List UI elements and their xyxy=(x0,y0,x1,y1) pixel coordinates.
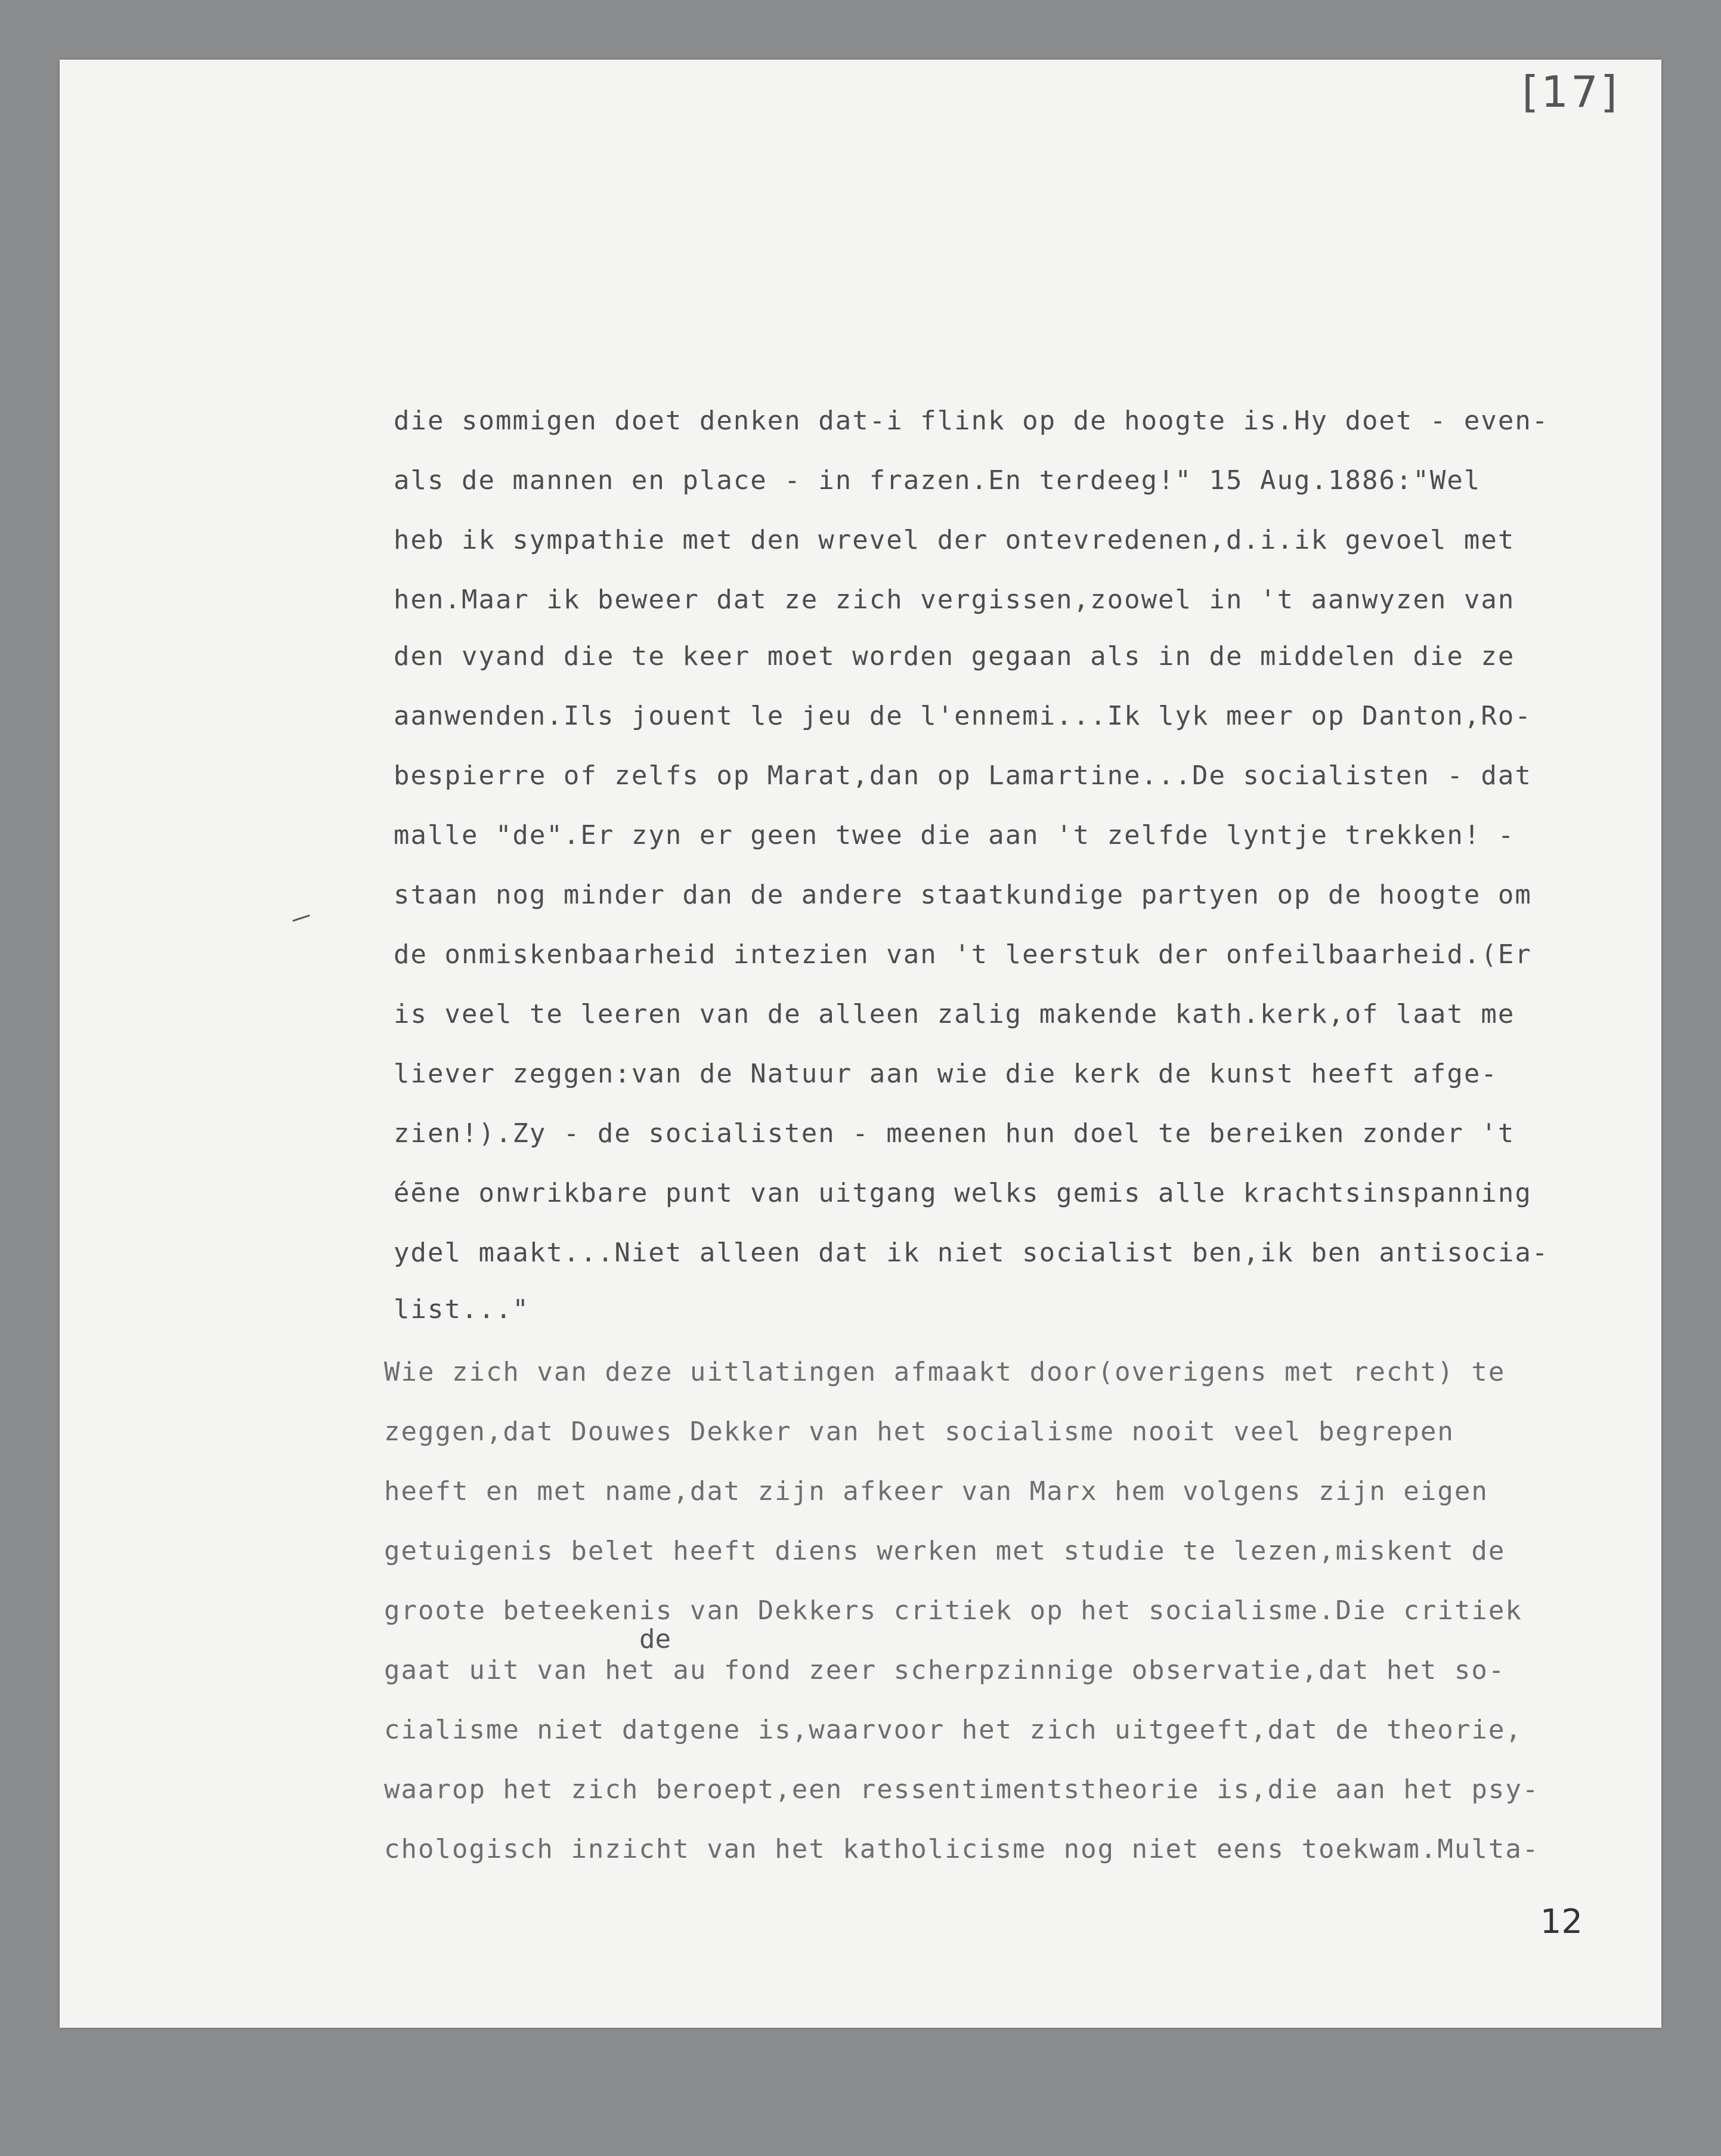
text-line: gaat uit van het au fond zeer scherpzinnige observatie,dat het so- xyxy=(384,1655,1506,1685)
text-line: heb ik sympathie met den wrevel der ontevredenen,d.i.ik gevoel met xyxy=(394,525,1515,555)
text-line: ydel maakt...Niet alleen dat ik niet socialist ben,ik ben antisocia- xyxy=(394,1238,1549,1268)
text-line: staan nog minder dan de andere staatkundige partyen op de hoogte om xyxy=(394,880,1532,910)
text-line: den vyand die te keer moet worden gegaan als in de middelen die ze xyxy=(394,641,1515,672)
text-line: waarop het zich beroept,een ressentimentstheorie is,die aan het psy- xyxy=(384,1774,1540,1805)
text-line: groote beteekenis van Dekkers critiek op het socialisme.Die critiek xyxy=(384,1595,1522,1626)
text-line: éēne onwrikbare punt van uitgang welks gemis alle krachtsinspanning xyxy=(394,1178,1532,1208)
text-line: cialisme niet datgene is,waarvoor het zich uitgeeft,dat de theorie, xyxy=(384,1715,1522,1745)
page-number: 12 xyxy=(1540,1903,1583,1941)
text-line: aanwenden.Ils jouent le jeu de l'ennemi...Ik lyk meer op Danton,Ro- xyxy=(394,701,1532,731)
text-line: is veel te leeren van de alleen zalig makende kath.kerk,of laat me xyxy=(394,999,1515,1029)
text-line: die sommigen doet denken dat-i flink op de hoogte is.Hy doet - even- xyxy=(394,406,1549,436)
text-line: de onmiskenbaarheid intezien van 't leerstuk der onfeilbaarheid.(Er xyxy=(394,939,1532,970)
text-line: zeggen,dat Douwes Dekker van het socialisme nooit veel begrepen xyxy=(384,1416,1454,1447)
text-line: chologisch inzicht van het katholicisme nog niet eens toekwam.Multa- xyxy=(384,1834,1540,1864)
inserted-correction: de xyxy=(639,1624,671,1654)
text-line: bespierre of zelfs op Marat,dan op Lamartine...De socialisten - dat xyxy=(394,760,1532,791)
text-line: hen.Maar ik beweer dat ze zich vergissen,zoowel in 't aanwyzen van xyxy=(394,584,1515,615)
text-line: als de mannen en place - in frazen.En terdeeg!" 15 Aug.1886:"Wel xyxy=(394,465,1481,496)
archive-number: [17] xyxy=(1522,67,1620,117)
text-line: zien!).Zy - de socialisten - meenen hun doel te bereiken zonder 't xyxy=(394,1118,1515,1149)
text-line: getuigenis belet heeft diens werken met studie te lezen,miskent de xyxy=(384,1536,1506,1566)
text-line: malle "de".Er zyn er geen twee die aan 't zelfde lyntje trekken! - xyxy=(394,820,1515,850)
text-line: liever zeggen:van de Natuur aan wie die kerk de kunst heeft afge- xyxy=(394,1059,1498,1089)
text-line: heeft en met name,dat zijn afkeer van Marx hem volgens zijn eigen xyxy=(384,1476,1488,1507)
text-line: list..." xyxy=(394,1294,530,1325)
text-line: Wie zich van deze uitlatingen afmaakt door(overigens met recht) te xyxy=(384,1357,1506,1387)
